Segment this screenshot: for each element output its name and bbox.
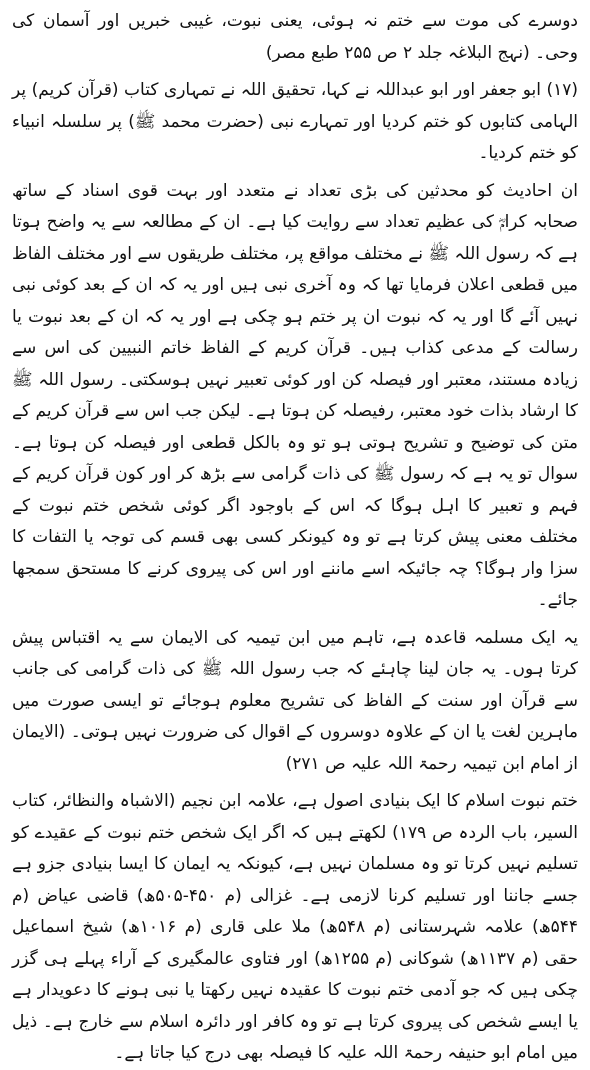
paragraph-hadith-17: (۱۷) ابو جعفر اور ابو عبداللہ نے کہا، تحقیق اللہ نے تمہاری کتاب (قرآن کریم) پر الہامی کتابوں کو ختم کردیا اور تمہارے نبی (حضرت محمد ﷺ) پر سلسلہ انبیاء کو ختم کردیا۔ — [12, 80, 578, 163]
paragraph-ahadith-discussion: ان احادیث کو محدثین کی بڑی تعداد نے متعدد اور بہت قوی اسناد کے ساتھ صحابہ کرامؓ کی عظیم تعداد سے روایت کیا ہے۔ ان کے مطالعہ سے یہ واضح ہوتا ہے کہ رسول اللہ ﷺ نے مختلف مواقع پر، مختلف طریقوں سے اور مختلف الفاظ میں قطعی اعلان فرمایا تھا کہ وہ آخری نبی ہیں اور یہ کہ ان کے بعد کوئی نبی نہیں آئے گا اور یہ کہ نبوت ان پر ختم ہو چکی ہے اور یہ کہ ان کے بعد نبوت یا رسالت کے مدعی کذاب ہیں۔ قرآن کریم کے الفاظ خاتم النبیین کی اس سے زیادہ مستند، معتبر اور فیصلہ کن اور کوئی تعبیر نہیں ہوسکتی۔ رسول اللہ ﷺ کا ارشاد بذات خود معتبر، رفیصلہ کن ہوتا ہے۔ لیکن جب اس سے قرآن کریم کے متن کی توضیح و تشریح ہوتی ہو تو وہ بالکل قطعی اور فیصلہ کن ہوتا ہے۔ سوال تو یہ ہے کہ رسول ﷺ کی ذات گرامی سے بڑھ کر اور کون قرآن کریم کے فہم و تعبیر کا اہل ہوگا کہ اس کے باوجود اگر کوئی شخص ختم نبوت کے مختلف معنی پیش کرتا ہے تو وہ کیونکر کسی بھی قسم کی توجہ یا التفات کا سزا وار ہوگا؟ چہ جائیکہ اسے ماننے اور اس کی پیروی کرنے کا مستحق سمجھا جائے۔ — [12, 180, 578, 610]
paragraph-ibn-taymiyyah-quote: یہ ایک مسلمہ قاعدہ ہے، تاہم میں ابن تیمیہ کی الایمان سے یہ اقتباس پیش کرتا ہوں۔ یہ جان لینا چاہئے کہ جب رسول اللہ ﷺ کی ذات گرامی کی جانب سے قرآن اور سنت کے الفاظ کی تشریح معلوم ہوجائے تو ایسی صورت میں ماہرین لغت یا ان کے علاوہ دوسروں کے اقوال کی ضرورت نہیں ہوتی۔ (الایمان از امام ابن تیمیہ رحمۃ اللہ علیہ ص ۲۷۱) — [12, 627, 578, 774]
paragraph-finality-principle: ختم نبوت اسلام کا ایک بنیادی اصول ہے، علامہ ابن نجیم (الاشباہ والنظائر، کتاب السیر، باب الردہ ص ۱۷۹) لکھتے ہیں کہ اگر ایک شخص ختم نبوت کے عقیدے کو تسلیم نہیں کرتا تو وہ مسلمان نہیں ہے، کیونکہ یہ ایمان کا ایسا بنیادی جزو ہے جسے جاننا اور تسلیم کرنا لازمی ہے۔ غزالی (م ۴۵۰-۵۰۵ھ) قاضی عیاض (م ۵۴۴ھ) علامہ شہرستانی (م ۵۴۸ھ) ملا علی قاری (م ۱۰۱۶ھ) شیخ اسماعیل حقی (م ۱۱۳۷ھ) شوکانی (م ۱۲۵۵ھ) اور فتاوی عالمگیری کے آراء پہلے ہی گزر چکی ہیں کہ جو آدمی ختم نبوت کا عقیدہ نہیں رکھتا یا نبی ہونے کا دعویدار ہے یا ایسے شخص کی پیروی کرتا ہے تو وہ کافر اور دائرہ اسلام سے خارج ہے۔ ذیل میں امام ابو حنیفہ رحمۃ اللہ علیہ کا فیصلہ بھی درج کیا جاتا ہے۔ — [12, 791, 579, 1063]
paragraph-nahj-citation: دوسرے کی موت سے ختم نہ ہوئی، یعنی نبوت، غیبی خبریں اور آسمان کی وحی۔ (نہج البلاغہ جلد ۲ ص ۲۵۵ طبع مصر) — [12, 11, 578, 63]
